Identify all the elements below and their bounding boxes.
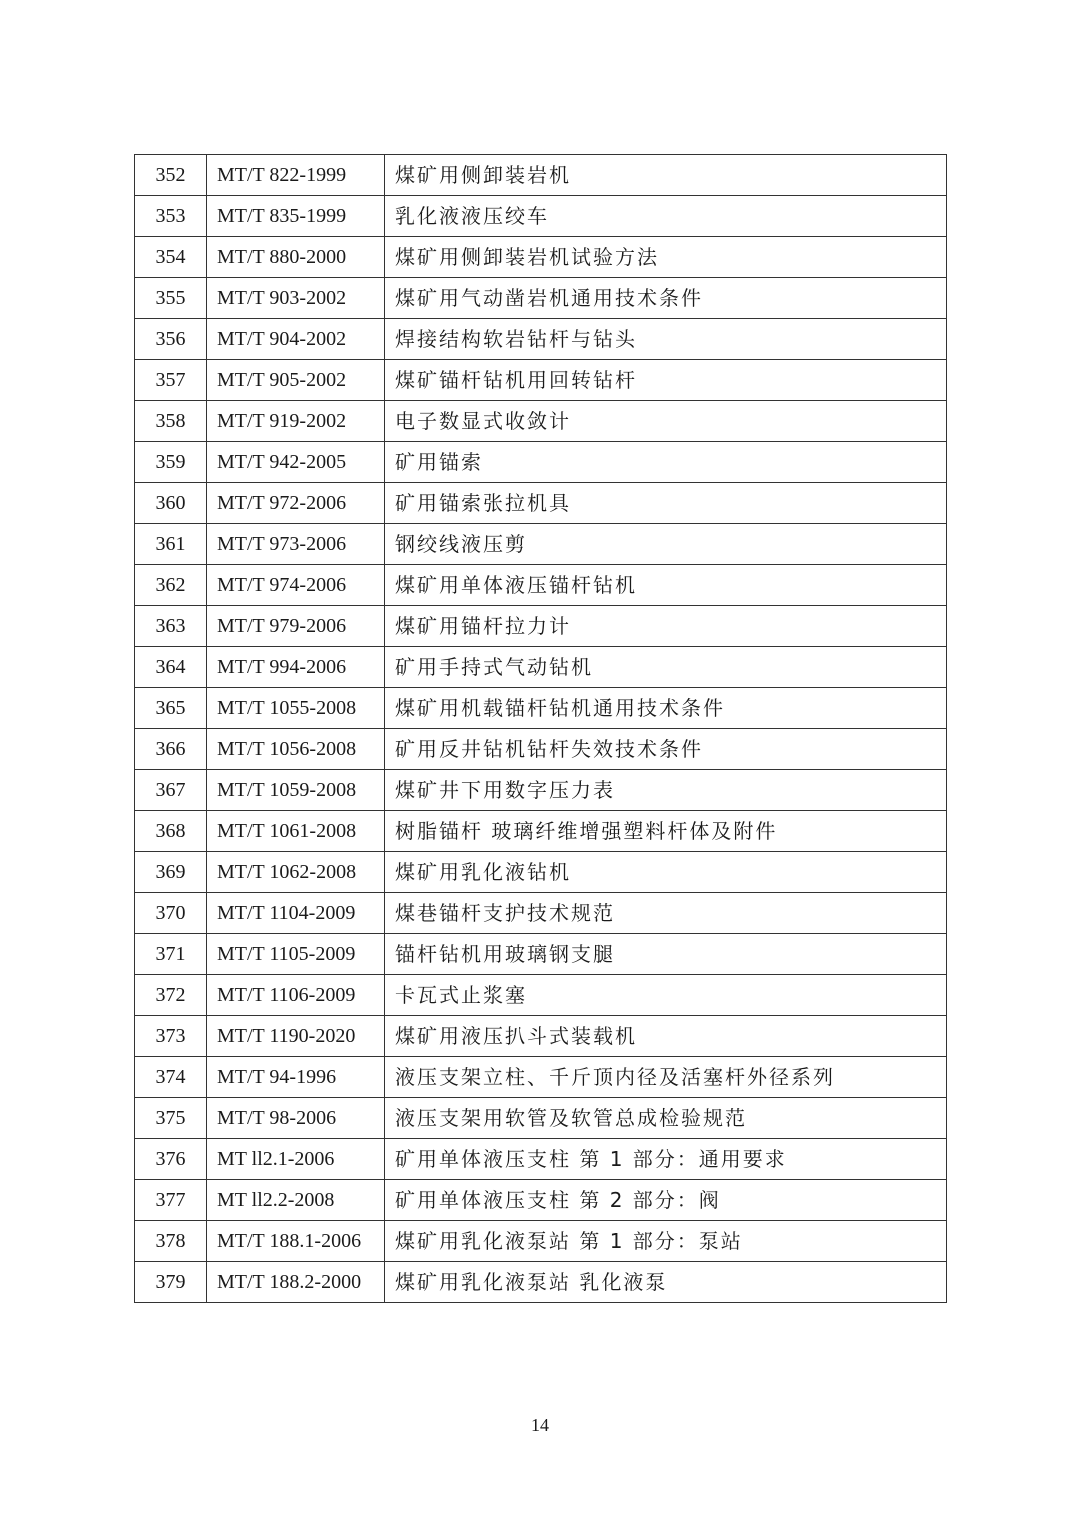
row-number-cell: 352 bbox=[135, 155, 207, 196]
table-row bbox=[135, 852, 947, 893]
table-row bbox=[135, 1262, 947, 1303]
row-number-cell: 353 bbox=[135, 196, 207, 237]
standard-code-cell: MT/T 1055-2008 bbox=[207, 688, 385, 729]
standard-code-cell: MT/T 1061-2008 bbox=[207, 811, 385, 852]
standard-name-cell: 煤巷锚杆支护技术规范 bbox=[385, 893, 947, 934]
standard-name-cell: 矿用单体液压支柱 第 1 部分：通用要求 bbox=[385, 1139, 947, 1180]
standard-code-cell: MT/T 94-1996 bbox=[207, 1057, 385, 1098]
table-row bbox=[135, 1057, 947, 1098]
standard-code-cell: MT/T 188.1-2006 bbox=[207, 1221, 385, 1262]
page-number: 14 bbox=[531, 1415, 549, 1435]
standard-name-cell: 煤矿用乳化液泵站 乳化液泵 bbox=[385, 1262, 947, 1303]
row-number-cell: 369 bbox=[135, 852, 207, 893]
table-row bbox=[135, 606, 947, 647]
standard-name-cell: 煤矿用乳化液泵站 第 1 部分：泵站 bbox=[385, 1221, 947, 1262]
standard-name-cell: 矿用锚索 bbox=[385, 442, 947, 483]
standard-code-cell: MT/T 903-2002 bbox=[207, 278, 385, 319]
row-number-cell: 358 bbox=[135, 401, 207, 442]
row-number-cell: 371 bbox=[135, 934, 207, 975]
standard-code-cell: MT ll2.2-2008 bbox=[207, 1180, 385, 1221]
standard-code-cell: MT/T 98-2006 bbox=[207, 1098, 385, 1139]
row-number-cell: 372 bbox=[135, 975, 207, 1016]
row-number-cell: 364 bbox=[135, 647, 207, 688]
row-number-cell: 359 bbox=[135, 442, 207, 483]
standard-code-cell: MT ll2.1-2006 bbox=[207, 1139, 385, 1180]
standard-name-cell: 矿用单体液压支柱 第 2 部分：阀 bbox=[385, 1180, 947, 1221]
standard-code-cell: MT/T 905-2002 bbox=[207, 360, 385, 401]
row-number-cell: 377 bbox=[135, 1180, 207, 1221]
standard-code-cell: MT/T 972-2006 bbox=[207, 483, 385, 524]
standard-name-cell: 电子数显式收敛计 bbox=[385, 401, 947, 442]
row-number-cell: 373 bbox=[135, 1016, 207, 1057]
row-number-cell: 363 bbox=[135, 606, 207, 647]
row-number-cell: 355 bbox=[135, 278, 207, 319]
standard-name-cell: 煤矿用乳化液钻机 bbox=[385, 852, 947, 893]
table-row bbox=[135, 237, 947, 278]
standard-code-cell: MT/T 822-1999 bbox=[207, 155, 385, 196]
table-row bbox=[135, 893, 947, 934]
standard-name-cell: 锚杆钻机用玻璃钢支腿 bbox=[385, 934, 947, 975]
table-row bbox=[135, 1221, 947, 1262]
standard-code-cell: MT/T 880-2000 bbox=[207, 237, 385, 278]
row-number-cell: 360 bbox=[135, 483, 207, 524]
row-number-cell: 376 bbox=[135, 1139, 207, 1180]
standards-table bbox=[134, 154, 947, 1303]
standard-code-cell: MT/T 1105-2009 bbox=[207, 934, 385, 975]
table-row bbox=[135, 1180, 947, 1221]
table-row bbox=[135, 155, 947, 196]
standard-code-cell: MT/T 979-2006 bbox=[207, 606, 385, 647]
table-row bbox=[135, 483, 947, 524]
standard-name-cell: 焊接结构软岩钻杆与钻头 bbox=[385, 319, 947, 360]
standard-name-cell: 煤矿用侧卸装岩机 bbox=[385, 155, 947, 196]
standard-code-cell: MT/T 942-2005 bbox=[207, 442, 385, 483]
table-row bbox=[135, 811, 947, 852]
standard-name-cell: 矿用锚索张拉机具 bbox=[385, 483, 947, 524]
table-row bbox=[135, 1016, 947, 1057]
table-row bbox=[135, 442, 947, 483]
standard-name-cell: 卡瓦式止浆塞 bbox=[385, 975, 947, 1016]
row-number-cell: 366 bbox=[135, 729, 207, 770]
row-number-cell: 362 bbox=[135, 565, 207, 606]
standard-code-cell: MT/T 188.2-2000 bbox=[207, 1262, 385, 1303]
row-number-cell: 356 bbox=[135, 319, 207, 360]
standard-code-cell: MT/T 1062-2008 bbox=[207, 852, 385, 893]
row-number-cell: 367 bbox=[135, 770, 207, 811]
standard-code-cell: MT/T 919-2002 bbox=[207, 401, 385, 442]
table-row bbox=[135, 196, 947, 237]
standard-name-cell: 煤矿锚杆钻机用回转钻杆 bbox=[385, 360, 947, 401]
standard-code-cell: MT/T 1190-2020 bbox=[207, 1016, 385, 1057]
standard-name-cell: 液压支架用软管及软管总成检验规范 bbox=[385, 1098, 947, 1139]
standard-name-cell: 树脂锚杆 玻璃纤维增强塑料杆体及附件 bbox=[385, 811, 947, 852]
row-number-cell: 354 bbox=[135, 237, 207, 278]
row-number-cell: 370 bbox=[135, 893, 207, 934]
standard-code-cell: MT/T 1059-2008 bbox=[207, 770, 385, 811]
row-number-cell: 379 bbox=[135, 1262, 207, 1303]
standard-name-cell: 液压支架立柱、千斤顶内径及活塞杆外径系列 bbox=[385, 1057, 947, 1098]
table-row bbox=[135, 278, 947, 319]
table-row bbox=[135, 565, 947, 606]
standard-code-cell: MT/T 1104-2009 bbox=[207, 893, 385, 934]
table-row bbox=[135, 524, 947, 565]
table-row bbox=[135, 934, 947, 975]
table-row bbox=[135, 1098, 947, 1139]
standards-table-body bbox=[135, 155, 947, 1303]
standard-name-cell: 煤矿井下用数字压力表 bbox=[385, 770, 947, 811]
row-number-cell: 361 bbox=[135, 524, 207, 565]
standard-name-cell: 煤矿用单体液压锚杆钻机 bbox=[385, 565, 947, 606]
standard-code-cell: MT/T 1056-2008 bbox=[207, 729, 385, 770]
table-row bbox=[135, 729, 947, 770]
standard-name-cell: 煤矿用锚杆拉力计 bbox=[385, 606, 947, 647]
table-row bbox=[135, 319, 947, 360]
standard-code-cell: MT/T 974-2006 bbox=[207, 565, 385, 606]
standard-name-cell: 煤矿用气动凿岩机通用技术条件 bbox=[385, 278, 947, 319]
standard-name-cell: 煤矿用机载锚杆钻机通用技术条件 bbox=[385, 688, 947, 729]
table-row bbox=[135, 1139, 947, 1180]
table-row bbox=[135, 688, 947, 729]
row-number-cell: 375 bbox=[135, 1098, 207, 1139]
standard-code-cell: MT/T 1106-2009 bbox=[207, 975, 385, 1016]
standard-name-cell: 钢绞线液压剪 bbox=[385, 524, 947, 565]
row-number-cell: 365 bbox=[135, 688, 207, 729]
row-number-cell: 374 bbox=[135, 1057, 207, 1098]
standard-name-cell: 煤矿用液压扒斗式装载机 bbox=[385, 1016, 947, 1057]
row-number-cell: 378 bbox=[135, 1221, 207, 1262]
row-number-cell: 357 bbox=[135, 360, 207, 401]
table-row bbox=[135, 975, 947, 1016]
table-row bbox=[135, 770, 947, 811]
standard-code-cell: MT/T 904-2002 bbox=[207, 319, 385, 360]
standard-code-cell: MT/T 973-2006 bbox=[207, 524, 385, 565]
standard-name-cell: 矿用手持式气动钻机 bbox=[385, 647, 947, 688]
standard-name-cell: 矿用反井钻机钻杆失效技术条件 bbox=[385, 729, 947, 770]
standard-name-cell: 煤矿用侧卸装岩机试验方法 bbox=[385, 237, 947, 278]
row-number-cell: 368 bbox=[135, 811, 207, 852]
standard-code-cell: MT/T 835-1999 bbox=[207, 196, 385, 237]
table-row bbox=[135, 647, 947, 688]
table-row bbox=[135, 360, 947, 401]
standard-code-cell: MT/T 994-2006 bbox=[207, 647, 385, 688]
table-row bbox=[135, 401, 947, 442]
standard-name-cell: 乳化液液压绞车 bbox=[385, 196, 947, 237]
